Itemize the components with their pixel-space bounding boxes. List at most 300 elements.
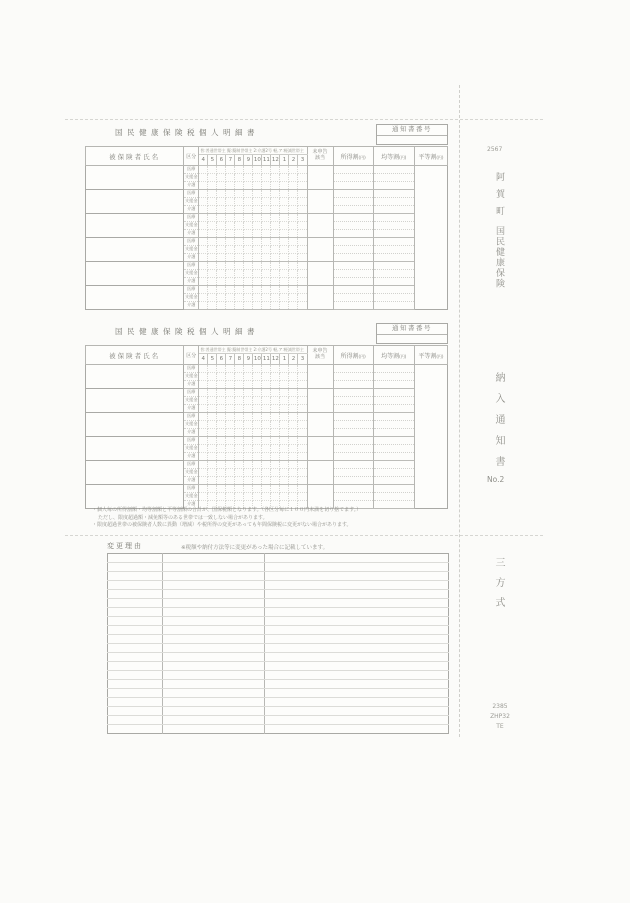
month-amount-cell [289,262,298,270]
month-amount-cell [199,365,208,373]
change-reason-cell [163,635,265,644]
month-amount-cell [199,190,208,198]
month-amount-cell [271,182,280,190]
month-amount-cell [280,182,289,190]
month-amount-cell [208,429,217,437]
per-capita-levy-cell [373,238,414,246]
month-amount-cell [235,381,244,389]
month-amount-cell [235,405,244,413]
month-amount-cell [298,469,307,477]
change-reason-cell [108,590,163,599]
change-reason-cell [108,698,163,707]
month-amount-cell [262,453,271,461]
per-capita-levy-cell [373,206,414,214]
change-reason-cell [163,698,265,707]
month-amount-cell [253,445,262,453]
change-reason-row [108,563,449,572]
month-amount-cell [271,294,280,302]
month-amount-cell [253,190,262,198]
detail-row [86,461,448,469]
month-amount-cell [208,278,217,286]
month-amount-cell [244,182,253,190]
month-amount-cell [244,365,253,373]
kubun-cell: 介護 [184,429,199,437]
month-amount-cell [298,230,307,238]
per-capita-levy-cell [373,262,414,270]
month-amount-cell [253,485,262,493]
income-levy-cell [333,206,373,214]
change-reason-cell [163,662,265,671]
change-reason-cell [163,572,265,581]
month-legend: 普:普通世帯主 擬:擬制世帯主 2:介護2号 軽,ア:軽減世帯主 [199,147,307,155]
month-amount-cell [199,373,208,381]
month-amount-cell [253,477,262,485]
month-amount-cell [253,222,262,230]
month-header: 8 [235,155,244,166]
income-levy-cell [333,397,373,405]
change-reason-cell [108,662,163,671]
change-reason-cell [265,671,449,680]
month-amount-cell [208,469,217,477]
change-reason-cell [265,617,449,626]
month-amount-cell [280,222,289,230]
per-capita-levy-cell [373,270,414,278]
month-amount-cell [244,286,253,294]
month-amount-cell [280,405,289,413]
income-levy-cell [333,294,373,302]
month-amount-cell [271,381,280,389]
month-amount-cell [262,262,271,270]
month-header: 5 [208,155,217,166]
month-amount-cell [298,270,307,278]
change-reason-cell [108,707,163,716]
month-amount-cell [208,214,217,222]
month-amount-cell [253,254,262,262]
month-amount-cell [280,381,289,389]
month-amount-cell [289,365,298,373]
income-levy-cell [333,190,373,198]
month-amount-cell [289,445,298,453]
month-amount-cell [262,206,271,214]
per-capita-levy-cell [373,294,414,302]
month-amount-cell [235,174,244,182]
month-amount-cell [289,405,298,413]
month-amount-cell [235,278,244,286]
month-amount-cell [199,206,208,214]
per-capita-levy-cell [373,397,414,405]
month-amount-cell [235,485,244,493]
change-reason-cell [163,599,265,608]
month-amount-cell [235,429,244,437]
month-amount-cell [244,485,253,493]
change-reason-row [108,653,449,662]
month-amount-cell [226,397,235,405]
month-amount-cell [289,413,298,421]
month-amount-cell [244,166,253,174]
change-reason-cell [265,707,449,716]
month-amount-cell [271,469,280,477]
month-amount-cell [298,246,307,254]
form-code-line: TE [496,722,504,730]
per-capita-levy-cell [373,493,414,501]
change-reason-cell [163,626,265,635]
month-amount-cell [235,413,244,421]
form-code-line: 2385 [492,703,508,710]
income-levy-cell [333,214,373,222]
month-amount-cell [235,493,244,501]
month-amount-cell [208,254,217,262]
undeclared-cell [307,238,333,262]
month-amount-cell [262,254,271,262]
per-capita-levy-cell [373,174,414,182]
month-amount-cell [289,214,298,222]
change-reason-row [108,716,449,725]
month-amount-cell [289,302,298,310]
kubun-cell: 支援金 [184,493,199,501]
month-amount-cell [253,278,262,286]
income-levy-cell [333,381,373,389]
month-amount-cell [235,182,244,190]
month-amount-cell [244,294,253,302]
month-amount-cell [226,302,235,310]
month-amount-cell [208,286,217,294]
month-amount-cell [253,405,262,413]
month-amount-cell [199,381,208,389]
month-amount-cell [199,230,208,238]
month-amount-cell [244,278,253,286]
month-amount-cell [244,429,253,437]
month-header: 2 [289,354,298,365]
kubun-cell: 支援金 [184,445,199,453]
month-amount-cell [226,270,235,278]
month-amount-cell [235,469,244,477]
month-amount-cell [217,469,226,477]
per-capita-levy-cell [373,477,414,485]
income-levy-cell [333,302,373,310]
insured-name-cell [86,262,184,286]
month-amount-cell [280,397,289,405]
month-amount-cell [289,166,298,174]
change-reason-row [108,572,449,581]
month-amount-cell [208,302,217,310]
notice-number-label: 通知書番号 [377,125,447,136]
kubun-cell: 介護 [184,453,199,461]
kubun-cell: 医療 [184,190,199,198]
change-reason-cell [108,626,163,635]
month-amount-cell [244,206,253,214]
month-amount-cell [289,397,298,405]
income-levy-cell [333,421,373,429]
month-amount-cell [244,397,253,405]
kubun-cell: 支援金 [184,397,199,405]
income-levy-cell [333,453,373,461]
month-amount-cell [298,429,307,437]
month-amount-cell [244,381,253,389]
change-reason-cell [108,554,163,563]
month-amount-cell [298,190,307,198]
program-name: 国民健康保険 [494,226,504,289]
undeclared-cell [307,485,333,509]
document-title-vertical: 納入通知書 [493,372,504,477]
month-amount-cell [208,397,217,405]
month-amount-cell [208,230,217,238]
month-amount-cell [262,373,271,381]
month-amount-cell [235,421,244,429]
income-levy-cell [333,373,373,381]
change-reason-cell [265,563,449,572]
month-amount-cell [280,262,289,270]
month-amount-cell [199,294,208,302]
month-amount-cell [244,230,253,238]
month-amount-cell [199,182,208,190]
change-reason-cell [163,554,265,563]
per-capita-levy-cell [373,389,414,397]
month-amount-cell [199,302,208,310]
change-reason-row [108,698,449,707]
income-levy-cell [333,270,373,278]
month-amount-cell [235,206,244,214]
undeclared-cell [307,214,333,238]
kubun-cell: 支援金 [184,222,199,230]
month-amount-cell [271,222,280,230]
change-reason-cell [163,653,265,662]
month-amount-cell [244,413,253,421]
month-amount-cell [244,190,253,198]
month-header: 11 [262,354,271,365]
notice-number-value [377,136,447,144]
per-capita-levy-cell [373,222,414,230]
month-amount-cell [235,214,244,222]
month-amount-cell [235,270,244,278]
month-amount-cell [226,445,235,453]
month-amount-cell [271,429,280,437]
month-amount-cell [271,389,280,397]
month-amount-cell [199,246,208,254]
month-amount-cell [253,238,262,246]
month-amount-cell [208,453,217,461]
kubun-cell: 支援金 [184,270,199,278]
month-header: 5 [208,354,217,365]
kubun-cell: 介護 [184,182,199,190]
month-amount-cell [253,469,262,477]
month-amount-cell [199,214,208,222]
kubun-cell: 介護 [184,381,199,389]
month-amount-cell [280,214,289,222]
change-reason-cell [265,608,449,617]
month-amount-cell [208,182,217,190]
insured-name-cell [86,190,184,214]
month-amount-cell [253,397,262,405]
month-amount-cell [289,453,298,461]
month-amount-cell [289,493,298,501]
month-amount-cell [217,230,226,238]
month-amount-cell [199,389,208,397]
change-reason-cell [108,671,163,680]
month-amount-cell [262,477,271,485]
month-amount-cell [226,278,235,286]
kubun-cell: 介護 [184,254,199,262]
month-amount-cell [271,365,280,373]
change-reason-cell [108,644,163,653]
per-household-levy-cell [414,166,447,310]
month-amount-cell [235,246,244,254]
month-amount-cell [235,389,244,397]
month-header: 10 [253,354,262,365]
month-amount-cell [199,286,208,294]
month-amount-cell [280,493,289,501]
month-amount-cell [244,238,253,246]
month-amount-cell [244,405,253,413]
form-code-bottom [481,702,519,732]
change-reason-row [108,608,449,617]
month-amount-cell [262,286,271,294]
change-reason-cell [108,599,163,608]
month-amount-cell [199,493,208,501]
month-amount-cell [235,198,244,206]
month-amount-cell [253,453,262,461]
month-amount-cell [253,493,262,501]
month-amount-cell [235,286,244,294]
change-reason-cell [265,653,449,662]
month-amount-cell [271,397,280,405]
month-amount-cell [262,190,271,198]
month-amount-cell [199,262,208,270]
month-amount-cell [235,190,244,198]
month-amount-cell [298,166,307,174]
month-header: 4 [199,155,208,166]
change-reason-cell [108,653,163,662]
change-reason-cell [108,572,163,581]
change-reason-cell [265,572,449,581]
month-amount-cell [262,238,271,246]
month-amount-cell [280,278,289,286]
month-amount-cell [289,230,298,238]
month-amount-cell [253,429,262,437]
per-capita-levy-cell [373,421,414,429]
month-amount-cell [208,174,217,182]
month-amount-cell [217,453,226,461]
month-header: 12 [271,155,280,166]
month-amount-cell [280,365,289,373]
month-amount-cell [298,262,307,270]
month-amount-cell [253,389,262,397]
month-amount-cell [298,493,307,501]
per-capita-levy-cell [373,286,414,294]
month-amount-cell [208,238,217,246]
month-amount-cell [217,254,226,262]
month-amount-cell [208,294,217,302]
month-amount-cell [253,373,262,381]
form-code-top: 2567 [487,146,503,153]
per-capita-levy-cell [373,302,414,310]
month-amount-cell [226,286,235,294]
month-amount-cell [208,485,217,493]
month-header: 6 [217,155,226,166]
change-reason-row [108,590,449,599]
month-amount-cell [244,469,253,477]
column-header-name: 被保険者氏名 [86,346,184,365]
month-amount-cell [208,246,217,254]
change-reason-cell [163,680,265,689]
change-reason-row [108,671,449,680]
month-amount-cell [298,206,307,214]
month-amount-cell [226,437,235,445]
month-amount-cell [217,365,226,373]
month-amount-cell [271,262,280,270]
month-amount-cell [244,437,253,445]
income-levy-cell [333,437,373,445]
month-amount-cell [226,413,235,421]
month-amount-cell [262,437,271,445]
kubun-cell: 医療 [184,286,199,294]
undeclared-cell [307,437,333,461]
month-amount-cell [298,222,307,230]
month-header: 1 [280,354,289,365]
month-amount-cell [271,477,280,485]
month-amount-cell [199,485,208,493]
month-amount-cell [289,182,298,190]
month-amount-cell [289,174,298,182]
month-amount-cell [253,413,262,421]
income-levy-cell [333,286,373,294]
kubun-cell: 介護 [184,501,199,509]
month-amount-cell [208,389,217,397]
month-amount-cell [244,453,253,461]
month-amount-cell [253,286,262,294]
kubun-cell: 介護 [184,230,199,238]
month-amount-cell [217,206,226,214]
month-amount-cell [226,262,235,270]
income-levy-cell [333,230,373,238]
income-levy-cell [333,246,373,254]
change-reason-cell [265,626,449,635]
month-header: 3 [298,155,307,166]
change-reason-cell [265,635,449,644]
kubun-cell: 支援金 [184,174,199,182]
month-amount-cell [217,270,226,278]
income-levy-cell [333,477,373,485]
income-levy-cell [333,278,373,286]
month-amount-cell [253,365,262,373]
month-amount-cell [298,445,307,453]
month-amount-cell [244,262,253,270]
month-amount-cell [208,493,217,501]
month-amount-cell [271,166,280,174]
change-reason-cell [108,680,163,689]
per-capita-levy-cell [373,485,414,493]
month-header: 4 [199,354,208,365]
per-capita-levy-cell [373,254,414,262]
month-amount-cell [289,286,298,294]
per-capita-levy-cell [373,373,414,381]
municipality-name: 阿賀町 [494,172,504,223]
income-levy-cell [333,461,373,469]
month-amount-cell [199,429,208,437]
income-levy-cell [333,365,373,373]
undeclared-cell [307,413,333,437]
income-levy-cell [333,389,373,397]
month-amount-cell [226,294,235,302]
month-amount-cell [217,294,226,302]
month-amount-cell [208,373,217,381]
detail-row [86,389,448,397]
income-levy-cell [333,485,373,493]
per-capita-levy-cell [373,214,414,222]
insurance-detail-table [85,146,448,310]
month-amount-cell [280,190,289,198]
month-amount-cell [298,421,307,429]
detail-row [86,214,448,222]
